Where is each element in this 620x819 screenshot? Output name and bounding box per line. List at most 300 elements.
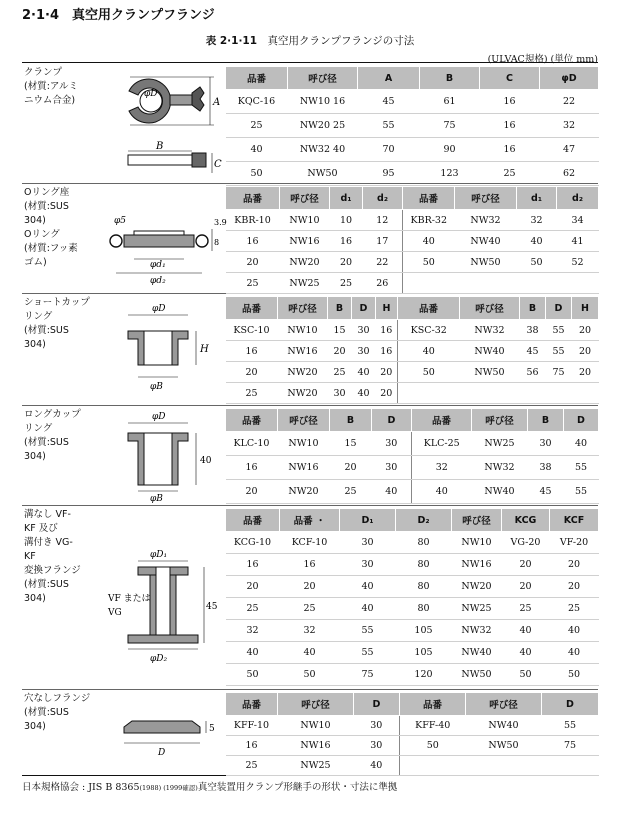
table-row — [226, 341, 599, 362]
table-cell: 25 — [226, 598, 280, 620]
table-cell: 30 — [354, 736, 400, 756]
table-cell: 80 — [396, 554, 452, 576]
table-cell: NW25 — [278, 756, 354, 776]
table-cell: 20 — [572, 362, 599, 383]
footer-text-small: (1988) (1999確認) — [139, 784, 198, 792]
conversion-dim-d1: φD₁ — [150, 550, 168, 560]
table-cell: 20 — [226, 362, 278, 383]
table-cell: 30 — [352, 320, 376, 341]
table-cell — [400, 756, 466, 776]
column-header: 呼び径 — [280, 187, 330, 210]
o-ring-dim-phi5: φ5 — [114, 216, 127, 226]
table-cell: 50 — [226, 162, 288, 186]
table-cell: 30 — [372, 456, 412, 480]
table-cell: NW20 — [278, 362, 328, 383]
table-cell: 40 — [398, 341, 460, 362]
column-header: H — [376, 297, 398, 320]
table-cell — [542, 756, 599, 776]
table-cell: 17 — [363, 231, 403, 252]
table-cell: 40 — [502, 620, 550, 642]
group-label-long-cup-ring: ロングカップ リング (材質:SUS 304) — [24, 409, 81, 462]
table-cell: 75 — [542, 736, 599, 756]
column-header: d₁ — [330, 187, 363, 210]
table-row — [226, 456, 599, 480]
table-cell: 32 — [517, 210, 557, 231]
table-cell: 16 — [280, 554, 340, 576]
table-cell: NW50 — [288, 162, 358, 186]
o-ring-figure — [94, 185, 227, 291]
column-header: D — [546, 297, 572, 320]
table-cell — [460, 383, 520, 404]
table-cell: NW10 — [280, 210, 330, 231]
column-header: D₁ — [340, 509, 396, 532]
table-cell: 30 — [354, 716, 400, 736]
column-header: 呼び径 — [455, 187, 517, 210]
table-cell: 50 — [403, 252, 455, 273]
table-row — [226, 598, 599, 620]
column-header: d₁ — [517, 187, 557, 210]
table-cell: 75 — [340, 664, 396, 686]
table-cell: 16 — [226, 456, 278, 480]
header-part-no: 品番 — [226, 67, 288, 90]
table-cell: 20 — [376, 362, 398, 383]
column-header: D — [352, 297, 376, 320]
table-cell: 32 — [226, 620, 280, 642]
flange-dimension-table — [22, 62, 598, 776]
conversion-label-vg: VG — [108, 608, 122, 618]
column-header: D₂ — [396, 509, 452, 532]
table-cell: 55 — [542, 716, 599, 736]
table-cell: NW32 — [460, 320, 520, 341]
table-cell: 55 — [564, 456, 599, 480]
table-cell: NW40 — [472, 480, 528, 504]
table-cell: KQC-16 — [226, 90, 288, 114]
conversion-label-vf: VF または — [108, 594, 151, 604]
table-cell: 55 — [564, 480, 599, 504]
table-cell: 10 — [330, 210, 363, 231]
table-cell: KSC-10 — [226, 320, 278, 341]
table-cell: 16 — [376, 341, 398, 362]
table-cell: KCF-10 — [280, 532, 340, 554]
conversion-flange-table — [225, 508, 599, 686]
table-cell: 120 — [396, 664, 452, 686]
table-cell: 16 — [480, 138, 540, 162]
table-row — [226, 252, 599, 273]
o-ring-table — [225, 186, 599, 294]
table-cell: 15 — [328, 320, 352, 341]
table-cell: NW32 40 — [288, 138, 358, 162]
blank-flange-figure — [94, 691, 222, 773]
table-cell: 25 — [226, 114, 288, 138]
table-cell: 55 — [340, 642, 396, 664]
column-header: B — [330, 409, 372, 432]
table-cell: 32 — [412, 456, 472, 480]
header-c: C — [480, 67, 540, 90]
table-cell: 20 — [226, 480, 278, 504]
table-cell: NW50 — [452, 664, 502, 686]
table-cell: NW32 — [472, 456, 528, 480]
table-row — [226, 210, 599, 231]
column-header: 呼び径 — [472, 409, 528, 432]
table-cell: 40 — [502, 642, 550, 664]
clamp-dim-phid: φD — [144, 89, 158, 99]
group-label-short-cup-ring: ショートカップ リング (材質:SUS 304) — [24, 297, 90, 350]
table-cell: 70 — [358, 138, 420, 162]
caption-text: 真空用クランプフランジの寸法 — [267, 35, 415, 47]
table-cell: 80 — [396, 532, 452, 554]
table-cell: 16 — [376, 320, 398, 341]
table-cell — [455, 273, 517, 294]
table-cell: 62 — [540, 162, 599, 186]
table-cell: 75 — [420, 114, 480, 138]
table-cell: KCG-10 — [226, 532, 280, 554]
table-cell: KBR-32 — [403, 210, 455, 231]
long-cup-dim-d: φD — [152, 412, 166, 422]
table-cell: 90 — [420, 138, 480, 162]
group-conversion-flange — [22, 505, 598, 690]
table-cell: 40 — [352, 362, 376, 383]
table-row — [226, 756, 599, 776]
group-short-cup-ring — [22, 293, 598, 406]
table-cell: NW16 — [278, 341, 328, 362]
table-cell: 40 — [352, 383, 376, 404]
table-row — [226, 664, 599, 686]
o-ring-dim-d1: φd₁ — [150, 260, 166, 270]
short-cup-dim-b: φB — [150, 382, 163, 392]
table-cell — [557, 273, 599, 294]
table-cell: 30 — [340, 532, 396, 554]
short-cup-ring-figure — [94, 295, 222, 403]
table-row — [226, 532, 599, 554]
table-cell: NW16 — [278, 736, 354, 756]
column-header: D — [542, 693, 599, 716]
table-cell: 40 — [550, 620, 599, 642]
header-phid: φD — [540, 67, 599, 90]
table-cell: NW10 — [278, 716, 354, 736]
column-header: 品番 — [226, 693, 278, 716]
header-b: B — [420, 67, 480, 90]
long-cup-dim-h: 40 — [200, 456, 212, 466]
long-cup-ring-table — [225, 408, 599, 504]
table-cell: 50 — [280, 664, 340, 686]
table-cell: 20 — [226, 576, 280, 598]
long-cup-ring-figure — [94, 407, 222, 503]
table-cell: 20 — [280, 576, 340, 598]
table-cell: 45 — [520, 341, 546, 362]
column-header: 品番 — [398, 297, 460, 320]
table-cell: NW10 — [278, 320, 328, 341]
table-cell: 40 — [372, 480, 412, 504]
short-cup-dim-d: φD — [152, 304, 166, 314]
group-blank-flange — [22, 689, 598, 775]
table-row — [226, 554, 599, 576]
column-header: B — [520, 297, 546, 320]
column-header: d₂ — [557, 187, 599, 210]
table-cell: 20 — [550, 554, 599, 576]
column-header: KCG — [502, 509, 550, 532]
table-cell: 40 — [340, 576, 396, 598]
table-cell — [403, 273, 455, 294]
table-cell: 50 — [502, 664, 550, 686]
footer-text-a: 日本規格協会 : JIS B 8365 — [22, 782, 140, 793]
table-row — [226, 114, 599, 138]
table-cell: 25 — [330, 480, 372, 504]
table-cell: 20 — [572, 341, 599, 362]
column-header: 呼び径 — [278, 409, 330, 432]
table-cell: NW10 — [452, 532, 502, 554]
table-cell: 16 — [226, 341, 278, 362]
table-cell: NW40 — [455, 231, 517, 252]
table-cell: 20 — [328, 341, 352, 362]
group-o-ring — [22, 183, 598, 294]
table-cell: 40 — [517, 231, 557, 252]
short-cup-dim-h: H — [200, 344, 209, 355]
table-row — [226, 138, 599, 162]
table-cell: 40 — [340, 598, 396, 620]
clamp-figure — [94, 65, 222, 181]
table-cell: 105 — [396, 642, 452, 664]
column-header: D — [372, 409, 412, 432]
table-cell: NW50 — [455, 252, 517, 273]
table-cell: 25 — [330, 273, 363, 294]
table-cell: 30 — [352, 341, 376, 362]
table-cell: 50 — [550, 664, 599, 686]
table-cell: 55 — [546, 341, 572, 362]
table-cell: NW50 — [466, 736, 542, 756]
column-header: 呼び径 — [278, 297, 328, 320]
table-cell: 40 — [280, 642, 340, 664]
table-cell: 16 — [480, 90, 540, 114]
header-nominal-size: 呼び径 — [288, 67, 358, 90]
clamp-table — [225, 66, 599, 186]
table-cell: 95 — [358, 162, 420, 186]
table-row — [226, 576, 599, 598]
table-cell: 25 — [328, 362, 352, 383]
column-header: 品番 — [226, 187, 280, 210]
group-long-cup-ring — [22, 405, 598, 506]
table-cell: NW32 — [452, 620, 502, 642]
table-cell: 55 — [340, 620, 396, 642]
group-clamp — [22, 63, 598, 184]
table-cell: 30 — [340, 554, 396, 576]
column-header: B — [328, 297, 352, 320]
table-cell: 22 — [540, 90, 599, 114]
table-cell: NW40 — [452, 642, 502, 664]
table-cell: 75 — [546, 362, 572, 383]
table-cell: 25 — [280, 598, 340, 620]
table-cell: 25 — [226, 756, 278, 776]
table-cell: NW16 — [452, 554, 502, 576]
table-cell: 25 — [226, 273, 280, 294]
table-cell: 16 — [480, 114, 540, 138]
unit-note: (ULVAC規格) (単位 mm) — [487, 54, 598, 65]
column-header: 品番 — [226, 509, 280, 532]
blank-flange-dim-h: 5 — [209, 724, 215, 734]
table-cell: 80 — [396, 576, 452, 598]
table-cell: 61 — [420, 90, 480, 114]
table-cell: 20 — [330, 456, 372, 480]
table-cell: 40 — [354, 756, 400, 776]
column-header: D — [354, 693, 400, 716]
table-cell: 41 — [557, 231, 599, 252]
table-cell: 16 — [330, 231, 363, 252]
table-row — [226, 736, 599, 756]
conversion-flange-figure — [94, 507, 222, 687]
short-cup-ring-table — [225, 296, 599, 404]
group-label-blank-flange: 穴なしフランジ (材質:SUS 304) — [24, 693, 91, 732]
column-header: D — [564, 409, 599, 432]
table-cell: 20 — [550, 576, 599, 598]
table-cell: KSC-32 — [398, 320, 460, 341]
table-cell — [398, 383, 460, 404]
caption-label: 表 2·1·11 — [205, 35, 258, 47]
table-cell: 12 — [363, 210, 403, 231]
table-cell: 45 — [358, 90, 420, 114]
table-cell: NW25 — [472, 432, 528, 456]
column-header: 呼び径 — [460, 297, 520, 320]
column-header: KCF — [550, 509, 599, 532]
table-cell: NW20 — [280, 252, 330, 273]
table-cell: KLC-10 — [226, 432, 278, 456]
table-cell: NW16 — [280, 231, 330, 252]
table-cell: VF-20 — [550, 532, 599, 554]
o-ring-dim-h2: 8 — [214, 238, 220, 247]
blank-flange-table — [225, 692, 599, 776]
header-a: A — [358, 67, 420, 90]
table-cell: 25 — [480, 162, 540, 186]
table-cell: NW10 — [278, 432, 330, 456]
table-cell: 55 — [358, 114, 420, 138]
table-cell: 32 — [280, 620, 340, 642]
table-cell: 123 — [420, 162, 480, 186]
table-cell: 56 — [520, 362, 546, 383]
table-cell: 40 — [226, 138, 288, 162]
table-row — [226, 620, 599, 642]
blank-flange-dim-d: D — [158, 748, 166, 758]
table-cell: 20 — [572, 320, 599, 341]
table-cell: 80 — [396, 598, 452, 620]
table-cell: NW25 — [452, 598, 502, 620]
table-cell: KFF-10 — [226, 716, 278, 736]
table-row — [226, 273, 599, 294]
column-header: 呼び径 — [278, 693, 354, 716]
table-cell: 50 — [398, 362, 460, 383]
table-cell — [520, 383, 546, 404]
o-ring-dim-h1: 3.9 — [214, 218, 227, 227]
table-row — [226, 716, 599, 736]
table-cell: 40 — [550, 642, 599, 664]
table-cell: NW20 — [452, 576, 502, 598]
table-cell: 25 — [226, 383, 278, 404]
table-cell: 50 — [517, 252, 557, 273]
table-cell: NW16 — [278, 456, 330, 480]
table-row — [226, 642, 599, 664]
table-cell: 38 — [520, 320, 546, 341]
table-cell — [572, 383, 599, 404]
table-cell: 52 — [557, 252, 599, 273]
table-cell: 25 — [502, 598, 550, 620]
column-header: d₂ — [363, 187, 403, 210]
table-cell: NW10 16 — [288, 90, 358, 114]
table-cell: 105 — [396, 620, 452, 642]
column-header: 品番 — [412, 409, 472, 432]
long-cup-dim-b: φB — [150, 494, 163, 504]
table-cell: 15 — [330, 432, 372, 456]
table-cell: 40 — [412, 480, 472, 504]
table-cell: 40 — [564, 432, 599, 456]
column-header: H — [572, 297, 599, 320]
table-cell: 26 — [363, 273, 403, 294]
table-cell: 50 — [226, 664, 280, 686]
table-cell: 47 — [540, 138, 599, 162]
table-row — [226, 383, 599, 404]
conversion-dim-h: 45 — [206, 602, 218, 612]
table-cell: 50 — [400, 736, 466, 756]
column-header: 品番 — [226, 297, 278, 320]
column-header: B — [528, 409, 564, 432]
column-header: 呼び径 — [466, 693, 542, 716]
footer-note — [22, 779, 397, 793]
table-cell: VG-20 — [502, 532, 550, 554]
table-row — [226, 362, 599, 383]
table-cell: 30 — [528, 432, 564, 456]
column-header: 品番 — [403, 187, 455, 210]
table-cell: NW32 — [455, 210, 517, 231]
table-cell: 40 — [403, 231, 455, 252]
table-cell: KFF-40 — [400, 716, 466, 736]
column-header: 品番 — [226, 409, 278, 432]
table-cell: 34 — [557, 210, 599, 231]
table-cell: NW50 — [460, 362, 520, 383]
clamp-dim-a: A — [213, 97, 221, 108]
table-cell: 45 — [528, 480, 564, 504]
table-cell: 16 — [226, 231, 280, 252]
table-row — [226, 162, 599, 186]
table-cell: NW40 — [460, 341, 520, 362]
group-label-clamp: クランプ (材質:アルミ ニウム合金) — [24, 67, 79, 106]
table-cell: 20 — [502, 576, 550, 598]
table-cell: NW20 25 — [288, 114, 358, 138]
o-ring-dim-d2: φd₂ — [150, 276, 166, 286]
clamp-dim-b: B — [156, 141, 164, 152]
table-cell: 16 — [226, 736, 278, 756]
table-cell — [517, 273, 557, 294]
table-cell: 20 — [226, 252, 280, 273]
table-cell: 38 — [528, 456, 564, 480]
table-cell: 30 — [328, 383, 352, 404]
table-cell: 16 — [226, 554, 280, 576]
table-cell: NW40 — [466, 716, 542, 736]
table-cell: 32 — [540, 114, 599, 138]
table-cell — [546, 383, 572, 404]
table-cell: 20 — [502, 554, 550, 576]
column-header: 呼び径 — [452, 509, 502, 532]
column-header: 品番 — [400, 693, 466, 716]
table-row — [226, 90, 599, 114]
table-cell: 25 — [550, 598, 599, 620]
table-cell: 40 — [226, 642, 280, 664]
section-title: 2·1·4 真空用クランプフランジ — [22, 8, 215, 23]
table-cell: NW20 — [278, 480, 330, 504]
table-cell: 20 — [376, 383, 398, 404]
table-cell: 55 — [546, 320, 572, 341]
group-label-o-ring: Oリング座 (材質:SUS 304) Oリング (材質:フッ素 ゴム) — [24, 187, 78, 268]
table-cell: 20 — [330, 252, 363, 273]
table-row — [226, 432, 599, 456]
group-label-conversion-flange: 溝なし VF- KF 及び 溝付き VG- KF 変換フランジ (材質:SUS 304) — [24, 509, 81, 604]
column-header: 品番 ・ — [280, 509, 340, 532]
table-cell: 22 — [363, 252, 403, 273]
